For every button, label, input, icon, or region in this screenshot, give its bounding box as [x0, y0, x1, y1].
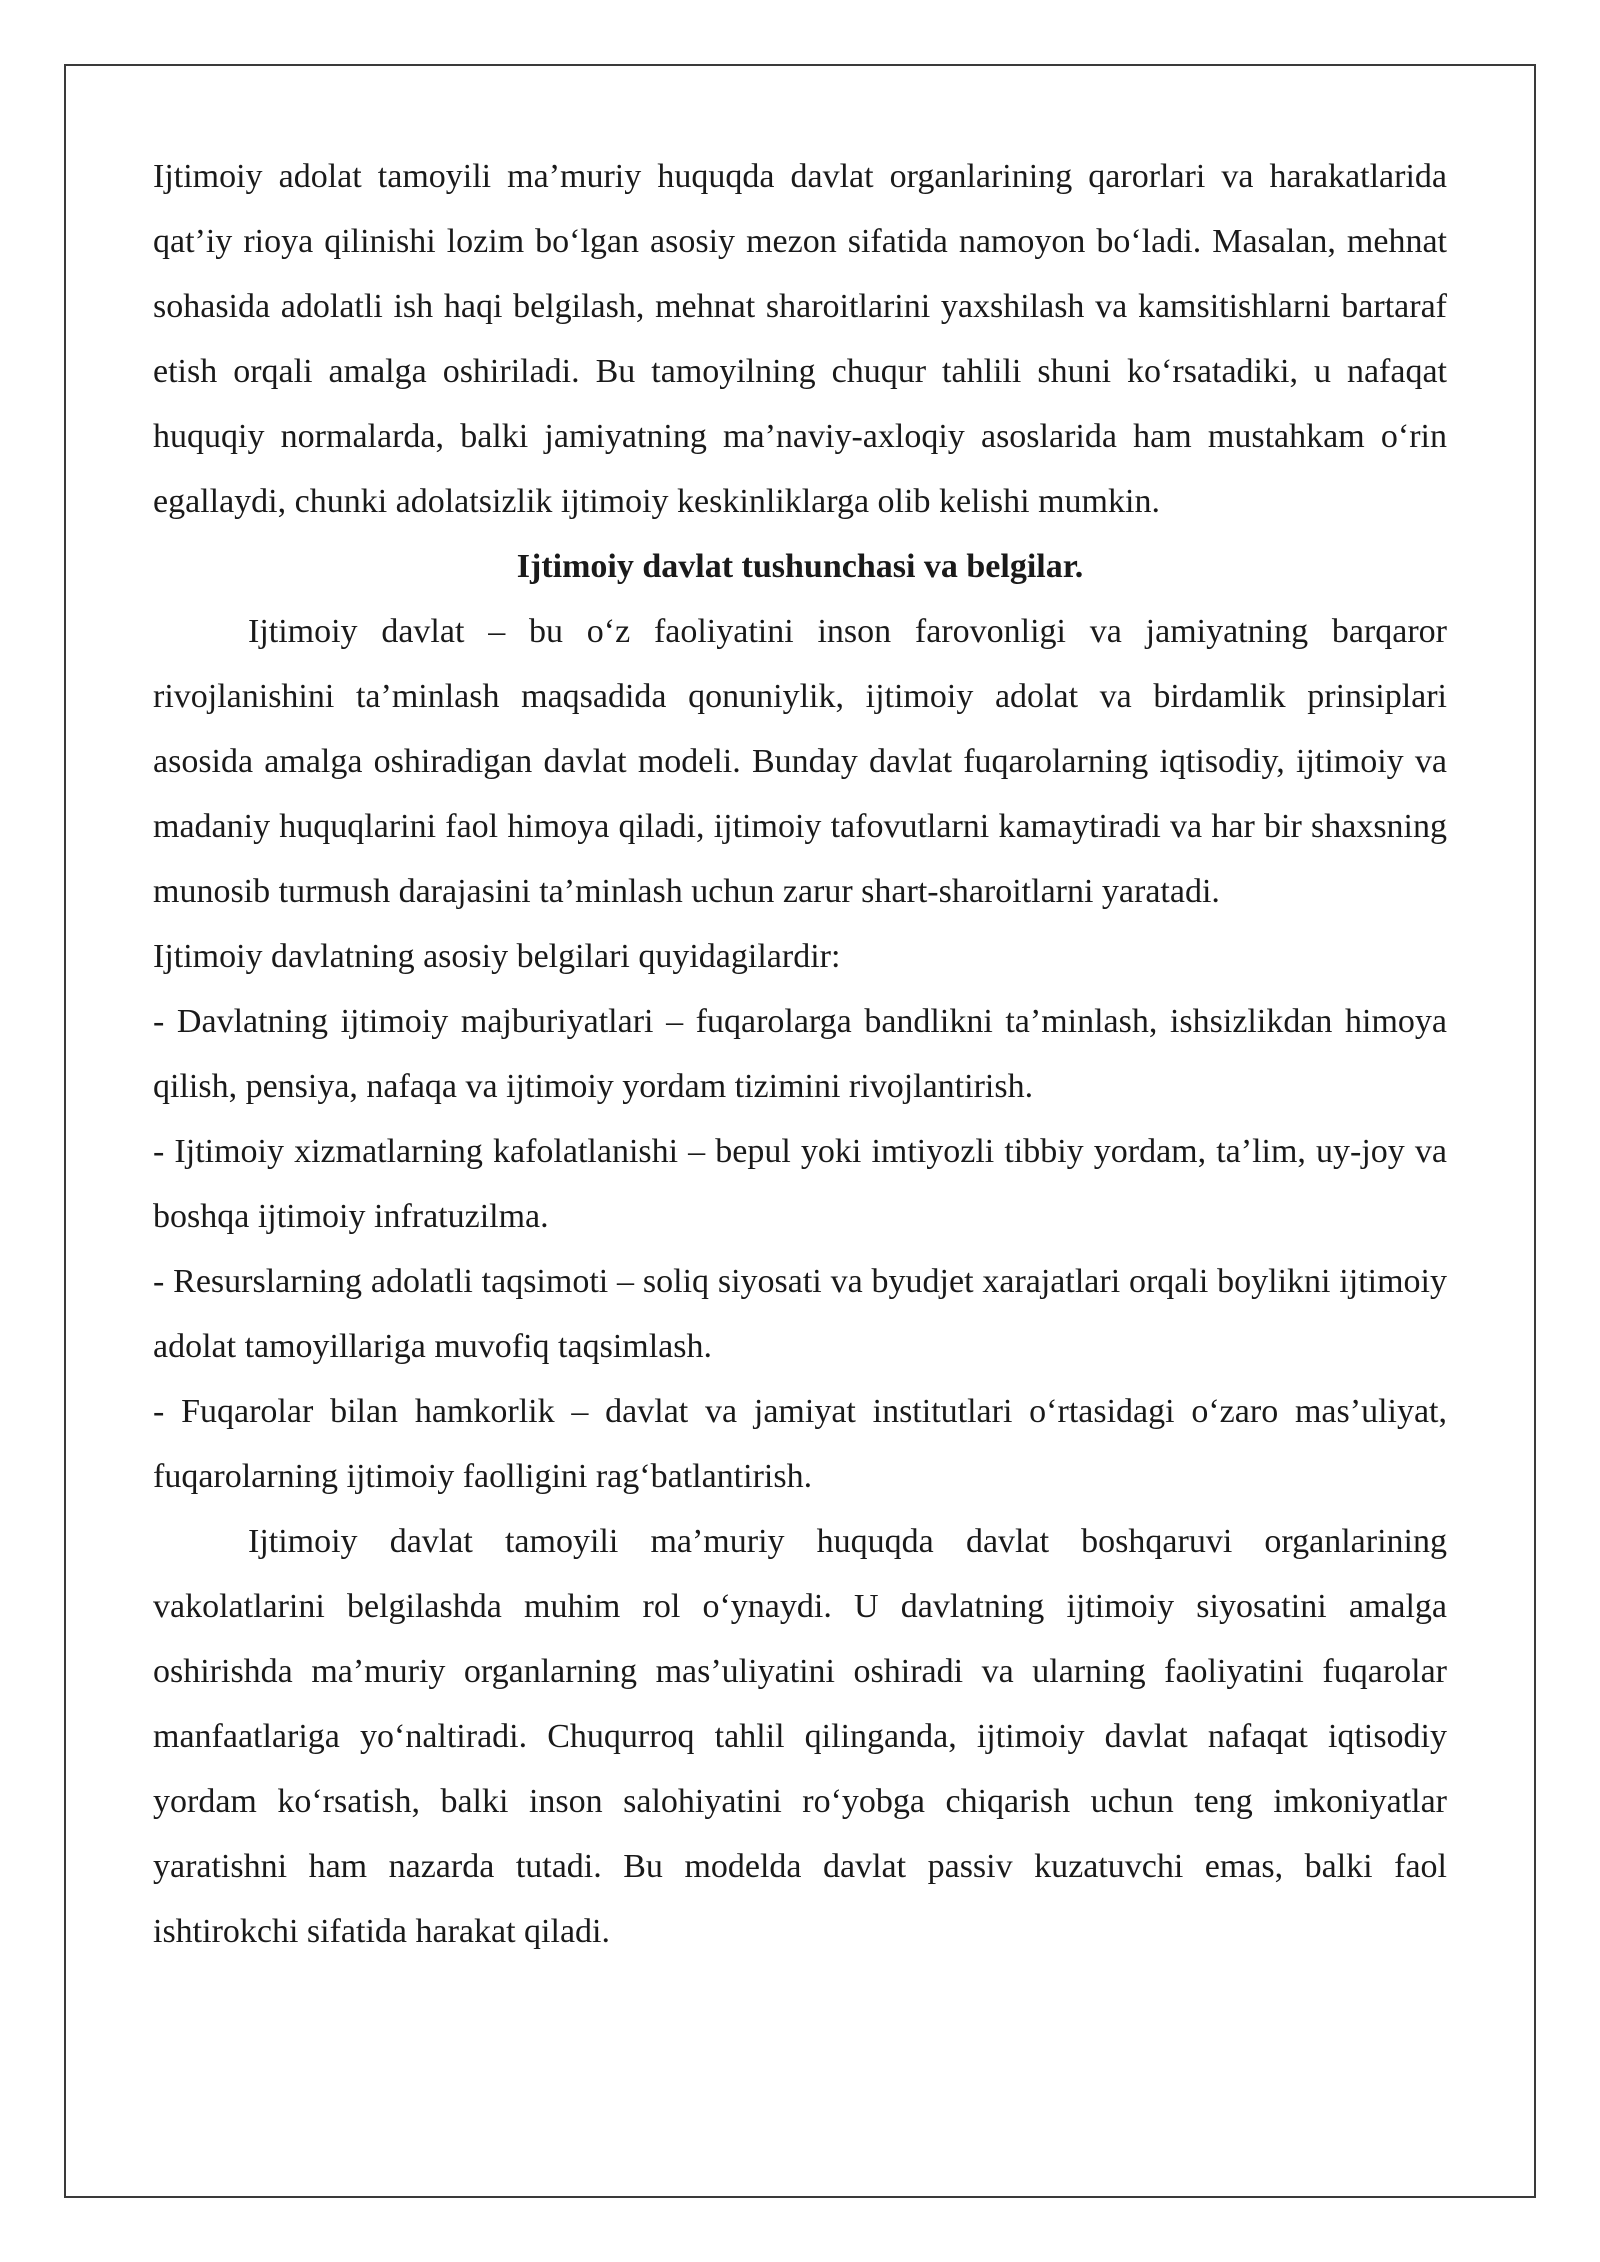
paragraph-administrative-law: Ijtimoiy davlat tamoyili ma’muriy huquqda davlat boshqaruvi organlarining vakolatlarini belgilashda muhim rol o‘ynaydi. U davlatning ijtimoiy siyosatini amalga oshirishda ma’muriy organlarning mas’uliyatini oshiradi va ularning faoliyatini fuqarolar manfaatlariga yo‘naltiradi. Chuqurroq tahlil qilinganda, ijtimoiy davlat nafaqat iqtisodiy yordam ko‘rsatish, balki inson salohiyatini ro‘yobga chiqarish uchun teng imkoniyatlar yaratishni ham nazarda tutadi. Bu modelda davlat passiv kuzatuvchi emas, balki faol ishtirokchi sifatida harakat qiladi.	[153, 1523, 1447, 1950]
list-item: - Ijtimoiy xizmatlarning kafolatlanishi – bepul yoki imtiyozli tibbiy yordam, ta’lim, uy-joy va boshqa ijtimoiy infratuzilma.	[153, 1133, 1447, 1235]
section-heading: Ijtimoiy davlat tushunchasi va belgilar.	[516, 548, 1084, 585]
paragraph-social-justice: Ijtimoiy adolat tamoyili ma’muriy huquqda davlat organlarining qarorlari va harakatlarida qat’iy rioya qilinishi lozim bo‘lgan asosiy mezon sifatida namoyon bo‘ladi. Masalan, mehnat sohasida adolatli ish haqi belgilash, mehnat sharoitlarini yaxshilash va kamsitishlarni bartaraf etish orqali amalga oshiriladi. Bu tamoyilning chuqur tahlili shuni ko‘rsatadiki, u nafaqat huquqiy normalarda, balki jamiyatning ma’naviy-axloqiy asoslarida ham mustahkam o‘rin egallaydi, chunki adolatsizlik ijtimoiy keskinliklarga olib kelishi mumkin.	[153, 158, 1447, 520]
list-item: - Davlatning ijtimoiy majburiyatlari – fuqarolarga bandlikni ta’minlash, ishsizlikdan himoya qilish, pensiya, nafaqa va ijtimoiy yordam tizimini rivojlantirish.	[153, 1003, 1447, 1105]
list-intro: Ijtimoiy davlatning asosiy belgilari quyidagilardir:	[153, 938, 841, 975]
list-item: - Resurslarning adolatli taqsimoti – soliq siyosati va byudjet xarajatlari orqali boylikni ijtimoiy adolat tamoyillariga muvofiq taqsimlash.	[153, 1263, 1447, 1365]
paragraph-social-state-definition: Ijtimoiy davlat – bu o‘z faoliyatini inson farovonligi va jamiyatning barqaror rivojlanishini ta’minlash maqsadida qonuniylik, ijtimoiy adolat va birdamlik prinsiplari asosida amalga oshiradigan davlat modeli. Bunday davlat fuqarolarning iqtisodiy, ijtimoiy va madaniy huquqlarini faol himoya qiladi, ijtimoiy tafovutlarni kamaytiradi va har bir shaxsning munosib turmush darajasini ta’minlash uchun zarur shart-sharoitlarni yaratadi.	[153, 613, 1447, 910]
document-body	[153, 144, 1447, 1964]
list-item: - Fuqarolar bilan hamkorlik – davlat va jamiyat institutlari o‘rtasidagi o‘zaro mas’uliyat, fuqarolarning ijtimoiy faolligini rag‘batlantirish.	[153, 1393, 1447, 1495]
